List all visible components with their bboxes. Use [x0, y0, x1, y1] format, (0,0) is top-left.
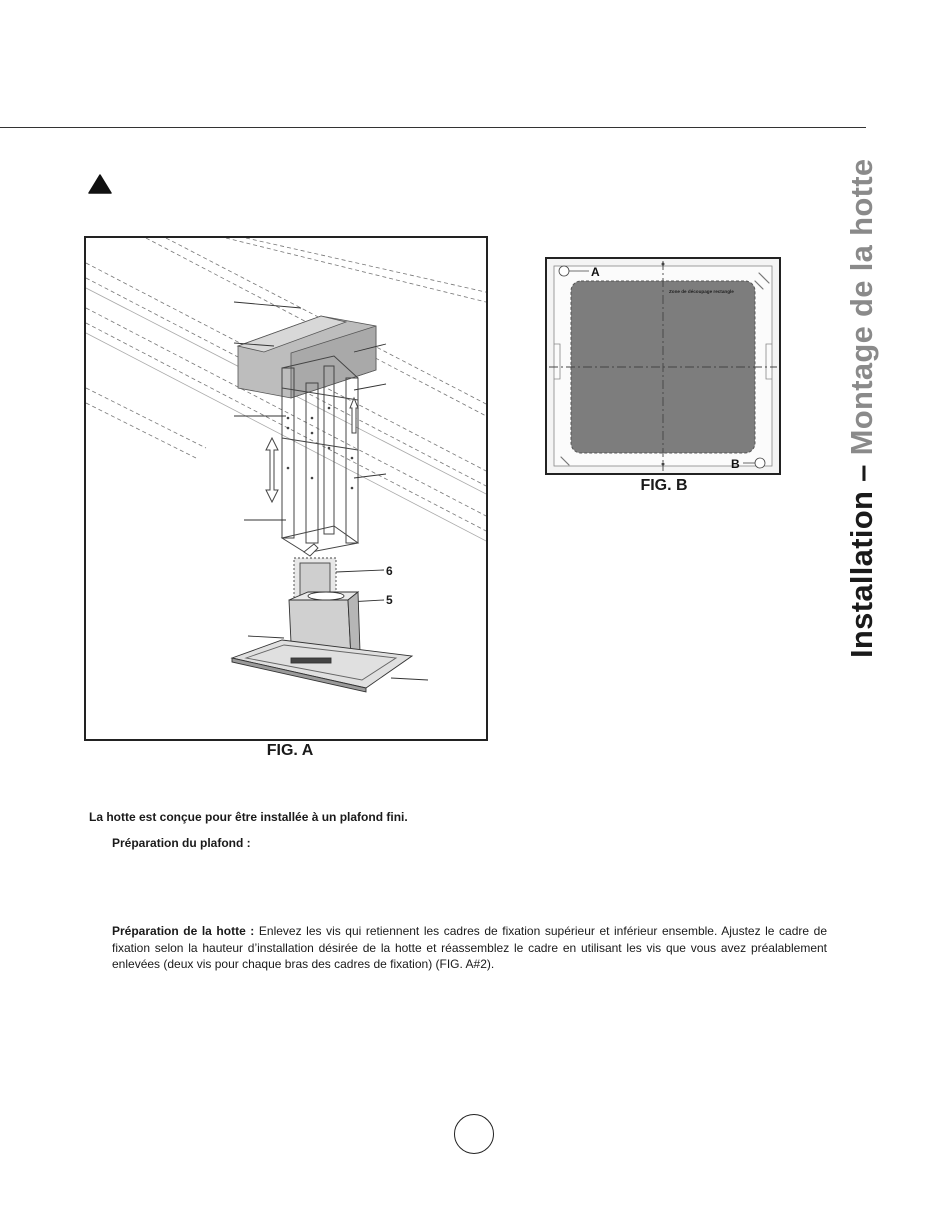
hood-prep-paragraph: [112, 923, 827, 973]
figure-a-drawing: [86, 238, 488, 741]
figure-b: [545, 257, 781, 475]
hood-prep-body: Enlevez les vis qui retiennent les cadres de fixation supérieur et inférieur ensemble. Ajustez le cadre de fixation selon la hauteur d’installation désirée de la hotte et réassemblez le cadre en utilisant les vis que vous avez préalablement enlevées (deux vis pour chaque bras des cadres de fixation) (FIG. A#2).: [112, 924, 827, 971]
callout-6: 6: [386, 564, 393, 578]
page-number-circle: [454, 1114, 494, 1154]
label-a: A: [591, 265, 600, 279]
zone-label: Zone de découpage rectangle: [669, 289, 734, 294]
intro-text: La hotte est conçue pour être installée à un plafond fini.: [89, 810, 408, 824]
section-title: [842, 158, 882, 658]
figure-a-caption: FIG. A: [266, 742, 314, 759]
section-title-part2: Montage de la hotte: [844, 158, 879, 456]
label-b: B: [731, 457, 740, 471]
figure-b-drawing: [547, 259, 779, 473]
figure-a: [84, 236, 488, 741]
ceiling-prep-label: Préparation du plafond :: [112, 836, 251, 850]
callout-5: 5: [386, 593, 393, 607]
hood-prep-label: Préparation de la hotte :: [112, 924, 255, 938]
section-title-part1: Installation –: [844, 464, 879, 658]
warning-triangle-icon: [88, 174, 112, 194]
header-rule: [0, 127, 866, 128]
figure-b-caption: FIG. B: [640, 477, 688, 494]
